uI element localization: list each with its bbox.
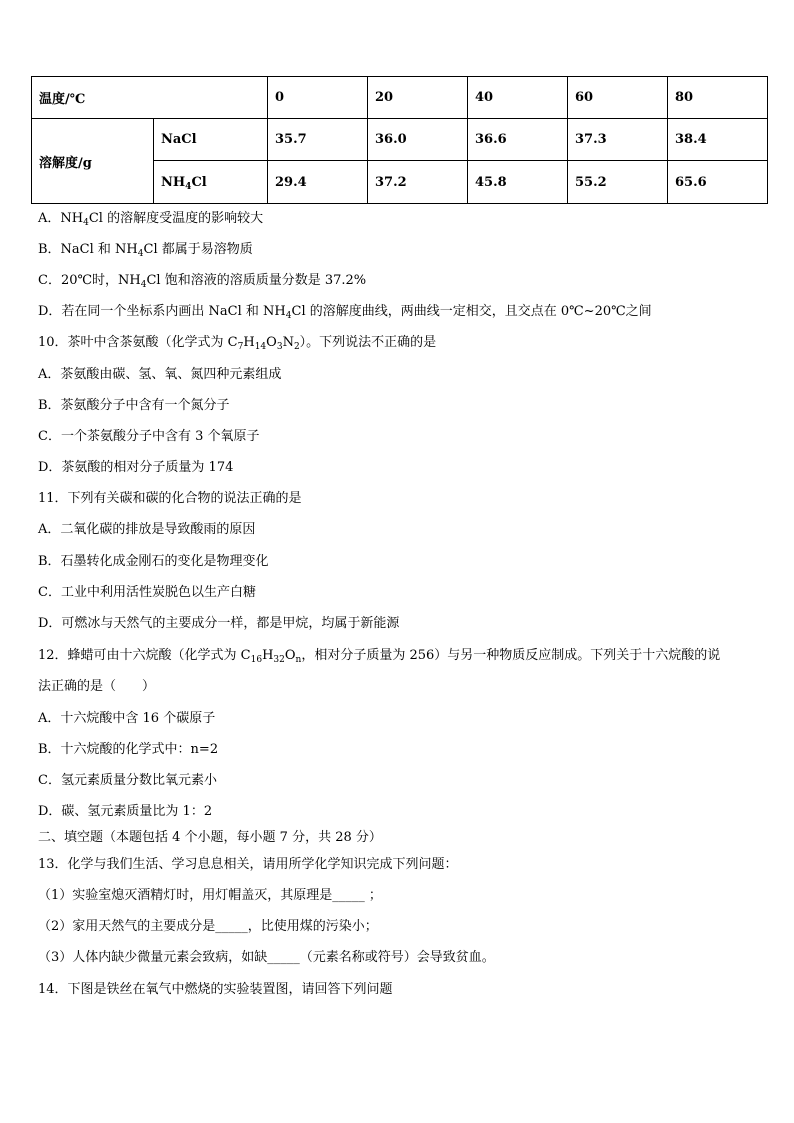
q9-option-b: B．NaCl 和 $NH_4Cl$ 都属于易溶物质: [38, 242, 253, 259]
value-cell: 65.6: [668, 161, 768, 204]
q12-option-b: B．十六烷酸的化学式中：n=2: [38, 742, 219, 757]
q12-stem: 12．蜂蜡可由十六烷酸（化学式为 $C_{16}H_{32}O_n$，相对分子质量为 256）与另一种物质反应制成。下列关于十六烷酸的说: [38, 648, 721, 665]
solubility-label: 溶解度/g: [32, 119, 154, 204]
nacl-row: [32, 119, 768, 161]
q11-option-b: B．石墨转化成金刚石的变化是物理变化: [38, 554, 269, 569]
q10-option-b: B．茶氨酸分子中含有一个氮分子: [38, 398, 230, 413]
q9-option-c: C．20℃时，$NH_4Cl$ 饱和溶液的溶质质量分数是 37.2%: [38, 273, 367, 290]
value-cell: 45.8: [468, 161, 568, 204]
q14-stem: 14．下图是铁丝在氧气中燃烧的实验装置图，请回答下列问题: [38, 982, 393, 997]
q10-stem: 10．茶叶中含茶氨酸（化学式为 $C_7H_{14}O_3N_2$）。下列说法不正确的是: [38, 335, 437, 352]
value-cell: 36.0: [368, 119, 468, 161]
q13-stem: 13．化学与我们生活、学习息息相关，请用所学化学知识完成下列问题：: [38, 857, 458, 872]
q11-stem: 11．下列有关碳和碳的化合物的说法正确的是: [38, 491, 302, 506]
q11-option-c: C．工业中利用活性炭脱色以生产白糖: [38, 585, 256, 600]
q11-option-d: D．可燃冰与天然气的主要成分一样，都是甲烷，均属于新能源: [38, 616, 400, 631]
temp-cell: 20: [368, 77, 468, 119]
value-cell: 35.7: [268, 119, 368, 161]
temp-cell: 60: [568, 77, 668, 119]
solubility-table: [31, 76, 768, 204]
temp-cell: 0: [268, 77, 368, 119]
value-cell: 36.6: [468, 119, 568, 161]
substance-name: $NH_4Cl$: [154, 161, 268, 204]
q9-option-d: D．若在同一个坐标系内画出 NaCl 和 $NH_4Cl$ 的溶解度曲线，两曲线一定相交，且交点在 0℃~20℃之间: [38, 304, 652, 321]
q12-option-c: C．氢元素质量分数比氧元素小: [38, 773, 217, 788]
q10-option-a: A．茶氨酸由碳、氢、氧、氮四种元素组成: [38, 367, 282, 382]
q10-option-c: C．一个茶氨酸分子中含有 3 个氧原子: [38, 429, 260, 444]
q12-stem-line2: 法正确的是（ ）: [38, 679, 156, 694]
value-cell: 55.2: [568, 161, 668, 204]
q13-part1: （1）实验室熄灭酒精灯时，用灯帽盖灭，其原理是_____ ；: [38, 888, 382, 903]
q13-part3: （3）人体内缺少微量元素会致病，如缺_____（元素名称或符号）会导致贫血。: [38, 950, 495, 965]
q11-option-a: A．二氧化碳的排放是导致酸雨的原因: [38, 522, 256, 537]
temp-cell: 80: [668, 77, 768, 119]
substance-name: NaCl: [154, 119, 268, 161]
value-cell: 38.4: [668, 119, 768, 161]
q12-option-a: A．十六烷酸中含 16 个碳原子: [38, 711, 216, 726]
q12-option-d: D．碳、氢元素质量比为 1：2: [38, 804, 213, 819]
value-cell: 29.4: [268, 161, 368, 204]
value-cell: 37.3: [568, 119, 668, 161]
temp-cell: 40: [468, 77, 568, 119]
q10-option-d: D．茶氨酸的相对分子质量为 174: [38, 460, 234, 475]
section-heading: 二、填空题（本题包括 4 个小题，每小题 7 分，共 28 分）: [38, 830, 382, 845]
temperature-row: [32, 77, 768, 119]
value-cell: 37.2: [368, 161, 468, 204]
q13-part2: （2）家用天然气的主要成分是_____，比使用煤的污染小；: [38, 919, 378, 934]
temperature-label: 温度/℃: [32, 77, 268, 119]
q9-option-a: A．$NH_4Cl$ 的溶解度受温度的影响较大: [38, 211, 264, 228]
